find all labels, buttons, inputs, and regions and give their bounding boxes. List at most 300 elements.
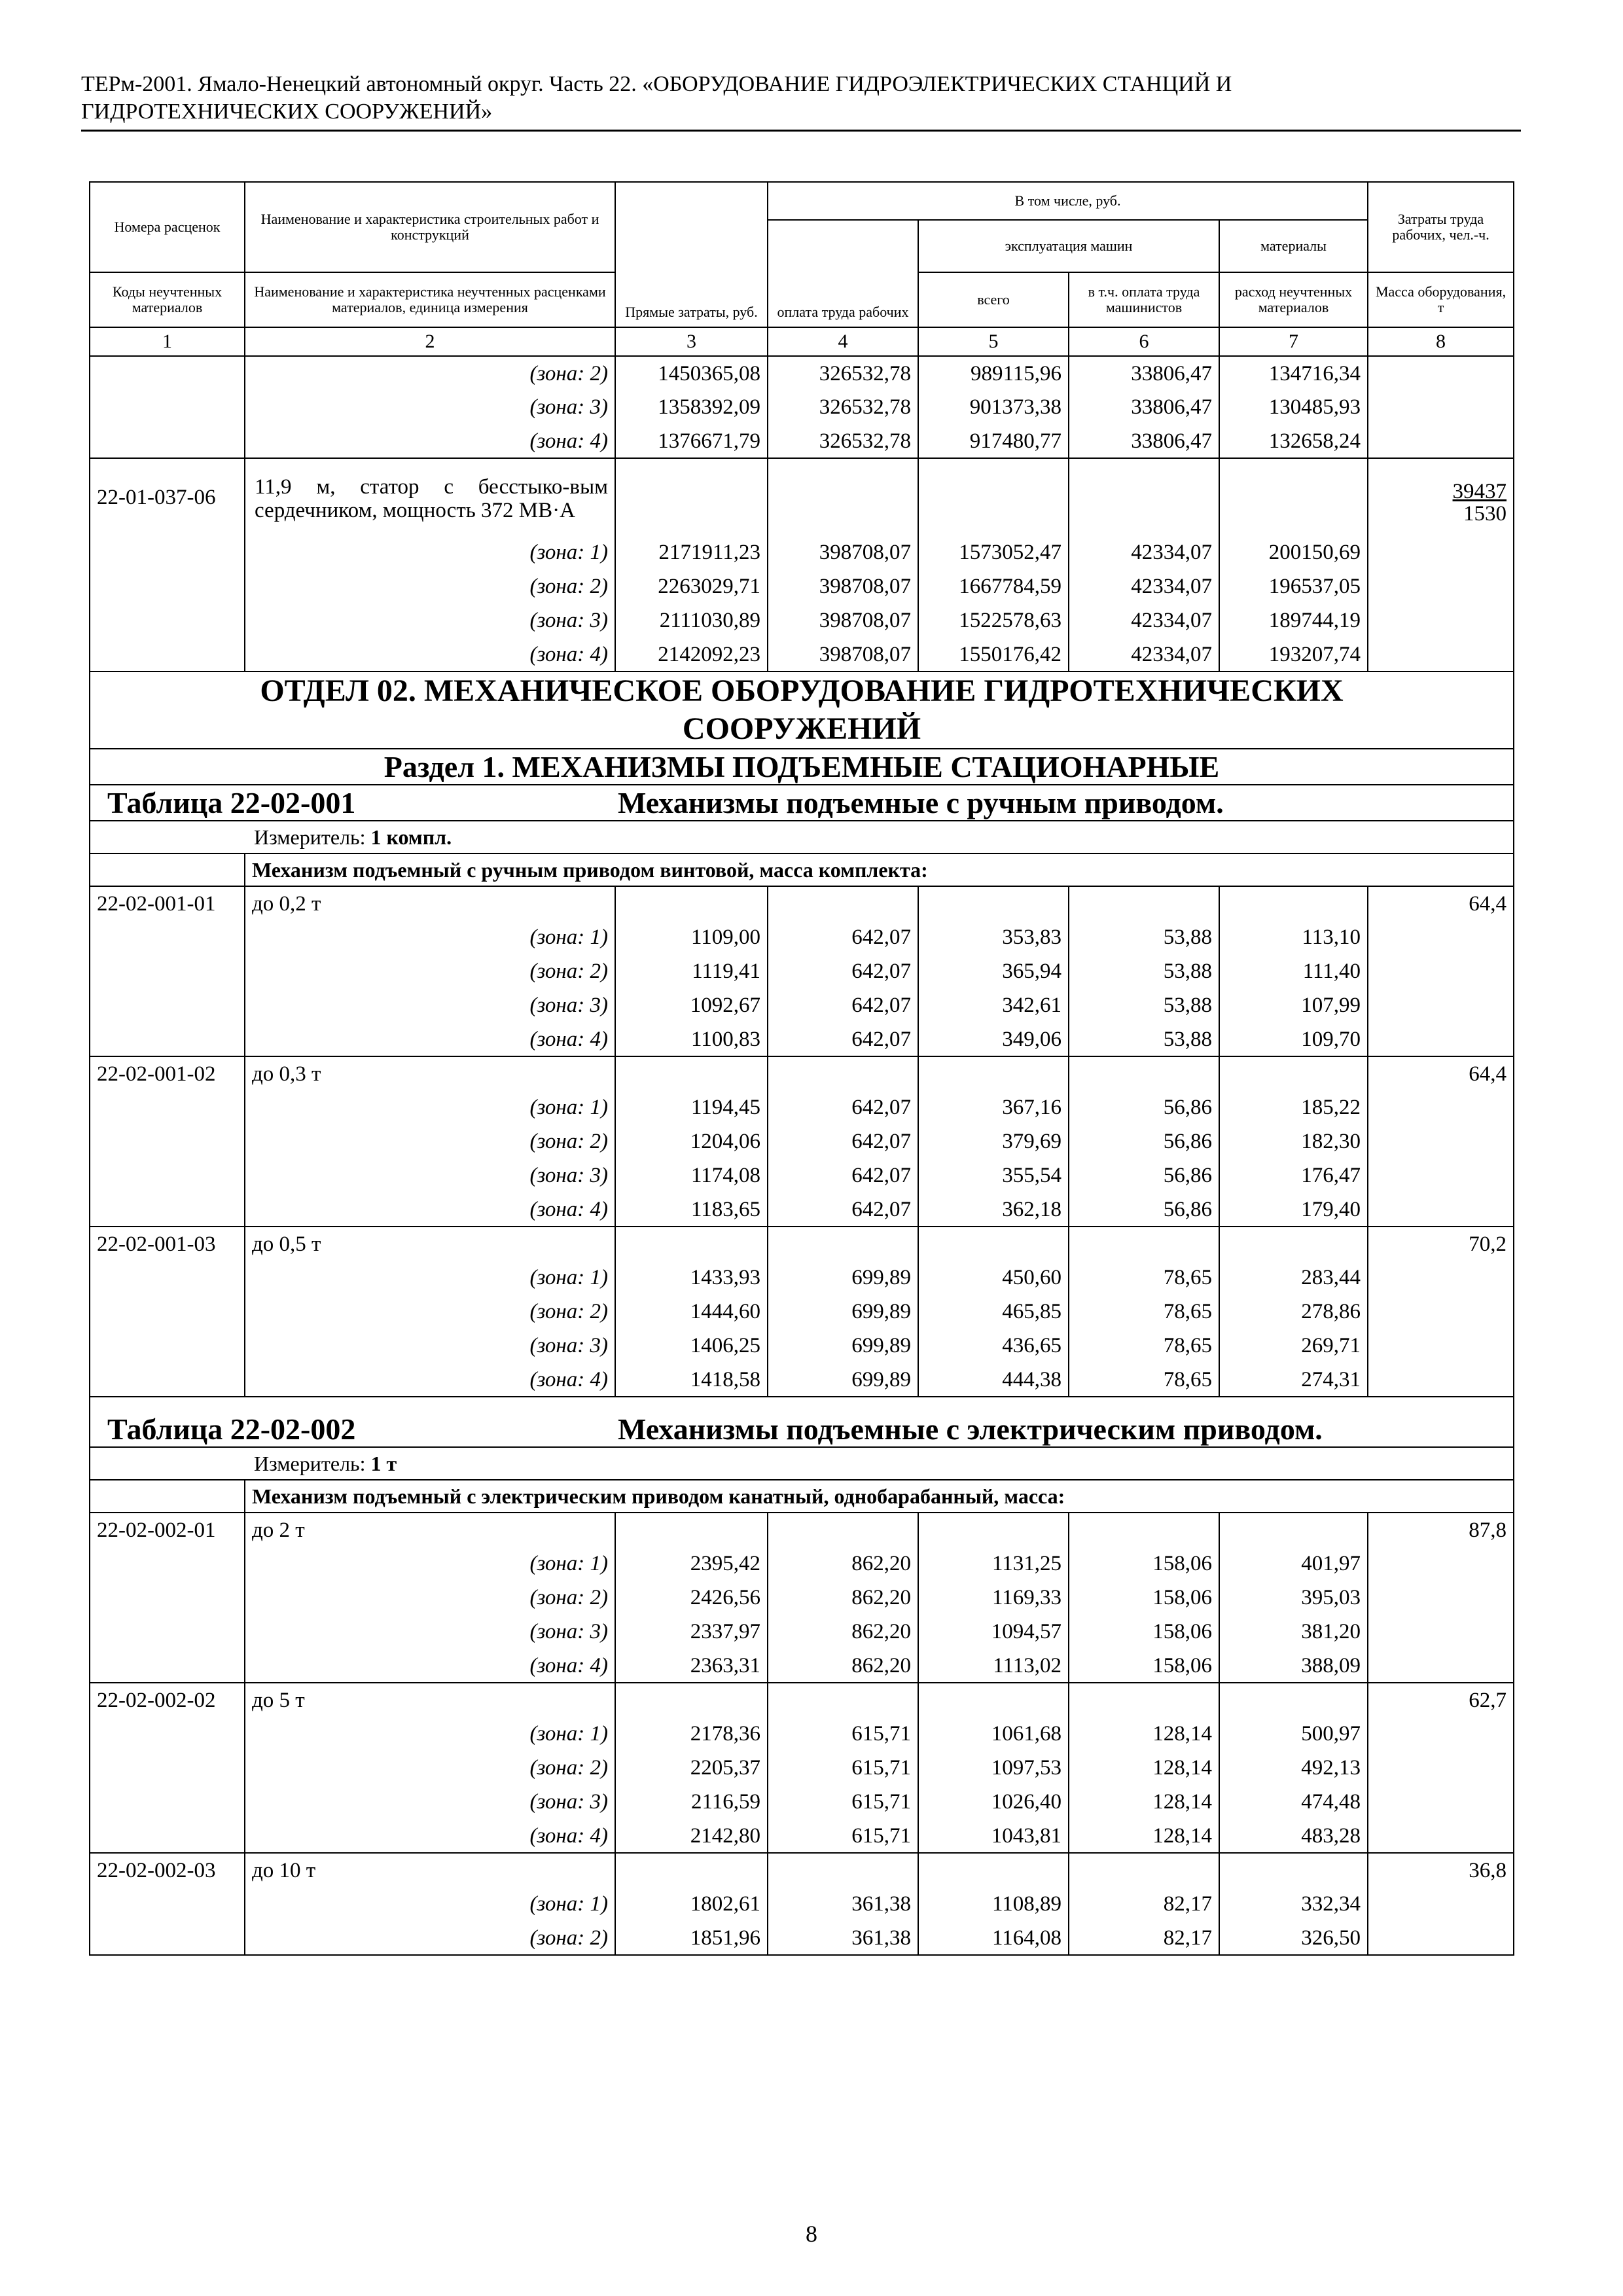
page-number: 8 <box>806 2221 817 2247</box>
zone-row <box>90 988 1514 1022</box>
code-cell <box>90 1022 245 1056</box>
item-row <box>90 1853 1514 1887</box>
value-cell: 128,14 <box>1069 1717 1219 1751</box>
value-cell: 365,94 <box>918 954 1069 988</box>
head-material-codes: Коды неучтенных материалов <box>90 272 245 327</box>
item-code: 22-02-002-03 <box>90 1853 245 1887</box>
value-cell: 134716,34 <box>1219 356 1368 390</box>
head-price-numbers: Номера расценок <box>90 182 245 272</box>
mass-cell <box>1368 1785 1514 1819</box>
item-mass: 64,4 <box>1368 886 1514 920</box>
mass-cell <box>1368 637 1514 672</box>
table-title-row <box>90 1397 1514 1447</box>
value-cell <box>1069 886 1219 920</box>
labor-mass-cell <box>1368 458 1514 535</box>
value-cell: 78,65 <box>1069 1295 1219 1329</box>
code-cell <box>90 1261 245 1295</box>
value-cell: 1418,58 <box>615 1363 768 1397</box>
item-mass: 87,8 <box>1368 1513 1514 1547</box>
zone-row <box>90 1261 1514 1295</box>
value-cell: 1094,57 <box>918 1615 1069 1649</box>
zone-row <box>90 1363 1514 1397</box>
value-cell: 326532,78 <box>768 424 918 458</box>
zone-label: (зона: 2) <box>245 954 615 988</box>
zone-row <box>90 1751 1514 1785</box>
head-worker-pay: оплата труда рабочих <box>768 220 918 327</box>
value-cell: 182,30 <box>1219 1124 1368 1158</box>
value-cell: 53,88 <box>1069 920 1219 954</box>
value-cell <box>615 458 768 535</box>
measure-label: Измеритель: <box>254 825 371 849</box>
col-num: 8 <box>1368 327 1514 356</box>
value-cell: 1169,33 <box>918 1581 1069 1615</box>
value-cell: 2142,80 <box>615 1819 768 1853</box>
zone-row <box>90 1090 1514 1124</box>
item-row <box>90 1227 1514 1261</box>
value-cell: 1183,65 <box>615 1193 768 1227</box>
item-mass: 70,2 <box>1368 1227 1514 1261</box>
section-title: Раздел 1. МЕХАНИЗМЫ ПОДЪЕМНЫЕ СТАЦИОНАРНЫЕ <box>90 749 1514 785</box>
zone-row <box>90 1717 1514 1751</box>
value-cell <box>768 458 918 535</box>
value-cell: 283,44 <box>1219 1261 1368 1295</box>
equipment-mass-value: 1530 <box>1463 501 1507 526</box>
zone-row <box>90 954 1514 988</box>
measure-value: 1 т <box>370 1451 397 1475</box>
value-cell: 398708,07 <box>768 535 918 569</box>
zone-row <box>90 1921 1514 1955</box>
value-cell <box>918 458 1069 535</box>
header-line-1: ТЕРм-2001. Ямало-Ненецкий автономный округ. Часть 22. «ОБОРУДОВАНИЕ ГИДРОЭЛЕКТРИЧЕСКИХ СТАНЦИЙ И <box>81 72 1232 96</box>
value-cell <box>615 1227 768 1261</box>
value-cell <box>768 1227 918 1261</box>
mass-cell <box>1368 356 1514 390</box>
mass-cell <box>1368 535 1514 569</box>
value-cell <box>1069 1056 1219 1090</box>
item-mass: 36,8 <box>1368 1853 1514 1887</box>
zone-row <box>90 920 1514 954</box>
value-cell: 179,40 <box>1219 1193 1368 1227</box>
mass-cell <box>1368 1261 1514 1295</box>
value-cell: 401,97 <box>1219 1547 1368 1581</box>
value-cell: 615,71 <box>768 1819 918 1853</box>
mass-cell <box>1368 1193 1514 1227</box>
item-row <box>90 1683 1514 1717</box>
zone-row <box>90 1022 1514 1056</box>
division-title-row <box>90 672 1514 749</box>
mass-cell <box>1368 1581 1514 1615</box>
value-cell: 56,86 <box>1069 1158 1219 1193</box>
zone-row <box>90 1329 1514 1363</box>
value-cell <box>1069 1683 1219 1717</box>
zone-row <box>90 603 1514 637</box>
value-cell: 699,89 <box>768 1329 918 1363</box>
value-cell <box>1219 458 1368 535</box>
value-cell: 53,88 <box>1069 1022 1219 1056</box>
zone-row <box>90 424 1514 458</box>
code-cell <box>90 1921 245 1955</box>
value-cell <box>918 886 1069 920</box>
value-cell: 1174,08 <box>615 1158 768 1193</box>
col-num: 4 <box>768 327 918 356</box>
value-cell: 388,09 <box>1219 1649 1368 1683</box>
value-cell: 1092,67 <box>615 988 768 1022</box>
labor-costs-value: 39437 <box>1452 479 1507 503</box>
value-cell: 1026,40 <box>918 1785 1069 1819</box>
code-cell <box>90 1887 245 1921</box>
value-cell: 642,07 <box>768 920 918 954</box>
zone-label: (зона: 4) <box>245 637 615 672</box>
value-cell: 1100,83 <box>615 1022 768 1056</box>
value-cell: 444,38 <box>918 1363 1069 1397</box>
value-cell: 1433,93 <box>615 1261 768 1295</box>
value-cell <box>1219 1513 1368 1547</box>
table-name: Механизмы подъемные с электрическим приводом. <box>618 1412 1323 1446</box>
value-cell: 111,40 <box>1219 954 1368 988</box>
value-cell: 362,18 <box>918 1193 1069 1227</box>
value-cell <box>918 1056 1069 1090</box>
head-machine-operation: эксплуатация машин <box>918 220 1219 272</box>
zone-row <box>90 1158 1514 1193</box>
zone-label: (зона: 4) <box>245 1649 615 1683</box>
code-cell <box>90 1193 245 1227</box>
value-cell: 42334,07 <box>1069 569 1219 603</box>
value-cell: 107,99 <box>1219 988 1368 1022</box>
value-cell: 1164,08 <box>918 1921 1069 1955</box>
value-cell: 326,50 <box>1219 1921 1368 1955</box>
value-cell: 862,20 <box>768 1581 918 1615</box>
code-cell <box>90 1124 245 1158</box>
zone-label: (зона: 1) <box>245 920 615 954</box>
value-cell: 2178,36 <box>615 1717 768 1751</box>
zone-row <box>90 1887 1514 1921</box>
value-cell: 1802,61 <box>615 1887 768 1921</box>
value-cell: 500,97 <box>1219 1717 1368 1751</box>
mass-cell <box>1368 1295 1514 1329</box>
zone-label: (зона: 3) <box>245 1785 615 1819</box>
value-cell: 450,60 <box>918 1261 1069 1295</box>
zone-label: (зона: 1) <box>245 1261 615 1295</box>
table-title <box>90 1397 1514 1447</box>
value-cell: 1131,25 <box>918 1547 1069 1581</box>
value-cell: 1450365,08 <box>615 356 768 390</box>
value-cell <box>615 886 768 920</box>
zone-label: (зона: 2) <box>245 1921 615 1955</box>
value-cell: 2363,31 <box>615 1649 768 1683</box>
item-mass: 64,4 <box>1368 1056 1514 1090</box>
measure-unit <box>90 821 1514 853</box>
item-code: 22-02-002-01 <box>90 1513 245 1547</box>
zone-label: (зона: 1) <box>245 1887 615 1921</box>
measure-value: 1 компл. <box>370 825 452 849</box>
value-cell: 1358392,09 <box>615 390 768 424</box>
col-num: 5 <box>918 327 1069 356</box>
value-cell: 862,20 <box>768 1615 918 1649</box>
value-cell: 78,65 <box>1069 1363 1219 1397</box>
item-name: до 5 т <box>245 1683 615 1717</box>
mass-cell <box>1368 424 1514 458</box>
item-name: 11,9 м, статор с бесстыко-вым сердечником, мощность 372 МВ·А <box>245 458 615 535</box>
table-title <box>90 785 1514 821</box>
mass-cell <box>1368 1751 1514 1785</box>
zone-row <box>90 356 1514 390</box>
subheader-code-cell <box>90 1480 245 1513</box>
value-cell: 2116,59 <box>615 1785 768 1819</box>
code-cell <box>90 920 245 954</box>
zone-label: (зона: 3) <box>245 390 615 424</box>
zone-row <box>90 1649 1514 1683</box>
subheader-code-cell <box>90 853 245 886</box>
subheader-text: Механизм подъемный с электрическим приводом канатный, однобарабанный, масса: <box>245 1480 1514 1513</box>
value-cell: 474,48 <box>1219 1785 1368 1819</box>
value-cell: 361,38 <box>768 1921 918 1955</box>
mass-cell <box>1368 1921 1514 1955</box>
zone-label: (зона: 4) <box>245 1819 615 1853</box>
zone-label: (зона: 2) <box>245 1751 615 1785</box>
value-cell: 642,07 <box>768 1158 918 1193</box>
code-cell <box>90 954 245 988</box>
value-cell <box>1069 1853 1219 1887</box>
value-cell: 196537,05 <box>1219 569 1368 603</box>
col-num: 2 <box>245 327 615 356</box>
code-cell <box>90 603 245 637</box>
value-cell: 176,47 <box>1219 1158 1368 1193</box>
head-machines-total: всего <box>918 272 1069 327</box>
value-cell <box>1069 458 1219 535</box>
col-num: 1 <box>90 327 245 356</box>
value-cell: 1406,25 <box>615 1329 768 1363</box>
value-cell: 189744,19 <box>1219 603 1368 637</box>
division-title-line-1: ОТДЕЛ 02. МЕХАНИЧЕСКОЕ ОБОРУДОВАНИЕ ГИДРОТЕХНИЧЕСКИХ <box>260 673 1344 708</box>
value-cell <box>768 1853 918 1887</box>
item-code: 22-02-002-02 <box>90 1683 245 1717</box>
mass-cell <box>1368 1124 1514 1158</box>
zone-label: (зона: 1) <box>245 1547 615 1581</box>
head-work-name: Наименование и характеристика строительных работ и конструкций <box>245 182 615 272</box>
value-cell: 78,65 <box>1069 1329 1219 1363</box>
value-cell: 128,14 <box>1069 1819 1219 1853</box>
zone-label: (зона: 2) <box>245 569 615 603</box>
measure-row <box>90 1447 1514 1480</box>
zone-label: (зона: 3) <box>245 603 615 637</box>
zone-row <box>90 390 1514 424</box>
value-cell <box>1219 1227 1368 1261</box>
value-cell: 2171911,23 <box>615 535 768 569</box>
zone-row <box>90 1819 1514 1853</box>
head-material-use: расход неучтенных материалов <box>1219 272 1368 327</box>
value-cell <box>1069 1227 1219 1261</box>
zone-label: (зона: 2) <box>245 1581 615 1615</box>
zone-row <box>90 1547 1514 1581</box>
code-cell <box>90 1329 245 1363</box>
value-cell: 42334,07 <box>1069 637 1219 672</box>
value-cell: 193207,74 <box>1219 637 1368 672</box>
zone-label: (зона: 1) <box>245 1090 615 1124</box>
value-cell: 53,88 <box>1069 988 1219 1022</box>
value-cell: 436,65 <box>918 1329 1069 1363</box>
subheader-row <box>90 853 1514 886</box>
value-cell: 1194,45 <box>615 1090 768 1124</box>
code-cell <box>90 424 245 458</box>
value-cell: 642,07 <box>768 1022 918 1056</box>
value-cell: 42334,07 <box>1069 535 1219 569</box>
value-cell: 269,71 <box>1219 1329 1368 1363</box>
value-cell: 349,06 <box>918 1022 1069 1056</box>
col-num: 3 <box>615 327 768 356</box>
value-cell: 398708,07 <box>768 603 918 637</box>
item-name: до 0,5 т <box>245 1227 615 1261</box>
value-cell: 381,20 <box>1219 1615 1368 1649</box>
value-cell: 862,20 <box>768 1547 918 1581</box>
division-title-line-2: СООРУЖЕНИЙ <box>682 711 921 746</box>
value-cell: 158,06 <box>1069 1547 1219 1581</box>
zone-row <box>90 1124 1514 1158</box>
zone-label: (зона: 4) <box>245 1363 615 1397</box>
value-cell: 342,61 <box>918 988 1069 1022</box>
value-cell: 1109,00 <box>615 920 768 954</box>
zone-label: (зона: 4) <box>245 1022 615 1056</box>
table-number: Таблица 22-02-002 <box>107 1412 356 1446</box>
value-cell <box>918 1513 1069 1547</box>
mass-cell <box>1368 1887 1514 1921</box>
value-cell: 158,06 <box>1069 1649 1219 1683</box>
zone-row <box>90 1581 1514 1615</box>
code-cell <box>90 1615 245 1649</box>
value-cell: 56,86 <box>1069 1090 1219 1124</box>
head-including: В том числе, руб. <box>768 182 1368 220</box>
mass-cell <box>1368 1615 1514 1649</box>
subheader-text: Механизм подъемный с ручным приводом винтовой, масса комплекта: <box>245 853 1514 886</box>
value-cell: 395,03 <box>1219 1581 1368 1615</box>
value-cell: 1061,68 <box>918 1717 1069 1751</box>
value-cell: 42334,07 <box>1069 603 1219 637</box>
value-cell: 483,28 <box>1219 1819 1368 1853</box>
zone-row <box>90 1295 1514 1329</box>
mass-cell <box>1368 603 1514 637</box>
mass-cell <box>1368 1819 1514 1853</box>
value-cell: 82,17 <box>1069 1887 1219 1921</box>
value-cell: 1108,89 <box>918 1887 1069 1921</box>
value-cell: 1043,81 <box>918 1819 1069 1853</box>
item-code: 22-01-037-06 <box>90 458 245 535</box>
value-cell: 158,06 <box>1069 1615 1219 1649</box>
value-cell <box>615 1853 768 1887</box>
value-cell: 185,22 <box>1219 1090 1368 1124</box>
value-cell <box>615 1056 768 1090</box>
value-cell: 699,89 <box>768 1295 918 1329</box>
zone-label: (зона: 1) <box>245 535 615 569</box>
value-cell: 33806,47 <box>1069 424 1219 458</box>
zone-row <box>90 1193 1514 1227</box>
value-cell <box>918 1227 1069 1261</box>
col-num: 6 <box>1069 327 1219 356</box>
item-name: до 2 т <box>245 1513 615 1547</box>
head-materials: материалы <box>1219 220 1368 272</box>
value-cell: 1522578,63 <box>918 603 1069 637</box>
item-row <box>90 1513 1514 1547</box>
zone-label: (зона: 3) <box>245 1329 615 1363</box>
value-cell: 1119,41 <box>615 954 768 988</box>
item-code: 22-02-001-03 <box>90 1227 245 1261</box>
value-cell: 642,07 <box>768 988 918 1022</box>
value-cell: 113,10 <box>1219 920 1368 954</box>
value-cell: 132658,24 <box>1219 424 1368 458</box>
item-code: 22-02-001-02 <box>90 1056 245 1090</box>
code-cell <box>90 535 245 569</box>
value-cell: 130485,93 <box>1219 390 1368 424</box>
zone-row <box>90 535 1514 569</box>
value-cell: 109,70 <box>1219 1022 1368 1056</box>
value-cell: 56,86 <box>1069 1193 1219 1227</box>
code-cell <box>90 1751 245 1785</box>
value-cell: 278,86 <box>1219 1295 1368 1329</box>
value-cell <box>1219 1056 1368 1090</box>
code-cell <box>90 988 245 1022</box>
value-cell: 642,07 <box>768 1193 918 1227</box>
value-cell: 492,13 <box>1219 1751 1368 1785</box>
measure-row <box>90 821 1514 853</box>
code-cell <box>90 390 245 424</box>
value-cell: 917480,77 <box>918 424 1069 458</box>
section-title-row <box>90 749 1514 785</box>
mass-cell <box>1368 1090 1514 1124</box>
value-cell: 2205,37 <box>615 1751 768 1785</box>
mass-cell <box>1368 569 1514 603</box>
value-cell: 615,71 <box>768 1751 918 1785</box>
value-cell <box>615 1683 768 1717</box>
value-cell: 379,69 <box>918 1124 1069 1158</box>
value-cell: 128,14 <box>1069 1751 1219 1785</box>
value-cell: 353,83 <box>918 920 1069 954</box>
code-cell <box>90 569 245 603</box>
value-cell: 53,88 <box>1069 954 1219 988</box>
value-cell: 642,07 <box>768 1090 918 1124</box>
item-name: до 0,2 т <box>245 886 615 920</box>
value-cell: 1444,60 <box>615 1295 768 1329</box>
table-number: Таблица 22-02-001 <box>107 786 356 819</box>
division-title <box>90 672 1514 749</box>
head-equipment-mass: Масса оборудования, т <box>1368 272 1514 327</box>
code-cell <box>90 637 245 672</box>
value-cell: 326532,78 <box>768 356 918 390</box>
item-mass: 62,7 <box>1368 1683 1514 1717</box>
value-cell <box>918 1683 1069 1717</box>
head-direct-costs: Прямые затраты, руб. <box>615 182 768 327</box>
code-cell <box>90 1363 245 1397</box>
value-cell: 1376671,79 <box>615 424 768 458</box>
col-num: 7 <box>1219 327 1368 356</box>
zone-label: (зона: 2) <box>245 1124 615 1158</box>
header-line-2: ГИДРОТЕХНИЧЕСКИХ СООРУЖЕНИЙ» <box>81 99 493 124</box>
zone-row <box>90 1785 1514 1819</box>
value-cell: 1113,02 <box>918 1649 1069 1683</box>
value-cell <box>768 1056 918 1090</box>
mass-cell <box>1368 988 1514 1022</box>
value-cell: 355,54 <box>918 1158 1069 1193</box>
value-cell: 642,07 <box>768 954 918 988</box>
zone-label: (зона: 4) <box>245 1193 615 1227</box>
value-cell: 615,71 <box>768 1717 918 1751</box>
value-cell: 1097,53 <box>918 1751 1069 1785</box>
value-cell <box>918 1853 1069 1887</box>
item-name: до 0,3 т <box>245 1056 615 1090</box>
value-cell <box>768 886 918 920</box>
zone-label: (зона: 1) <box>245 1717 615 1751</box>
code-cell <box>90 1581 245 1615</box>
table-title-row <box>90 785 1514 821</box>
measure-unit <box>90 1447 1514 1480</box>
mass-cell <box>1368 1158 1514 1193</box>
